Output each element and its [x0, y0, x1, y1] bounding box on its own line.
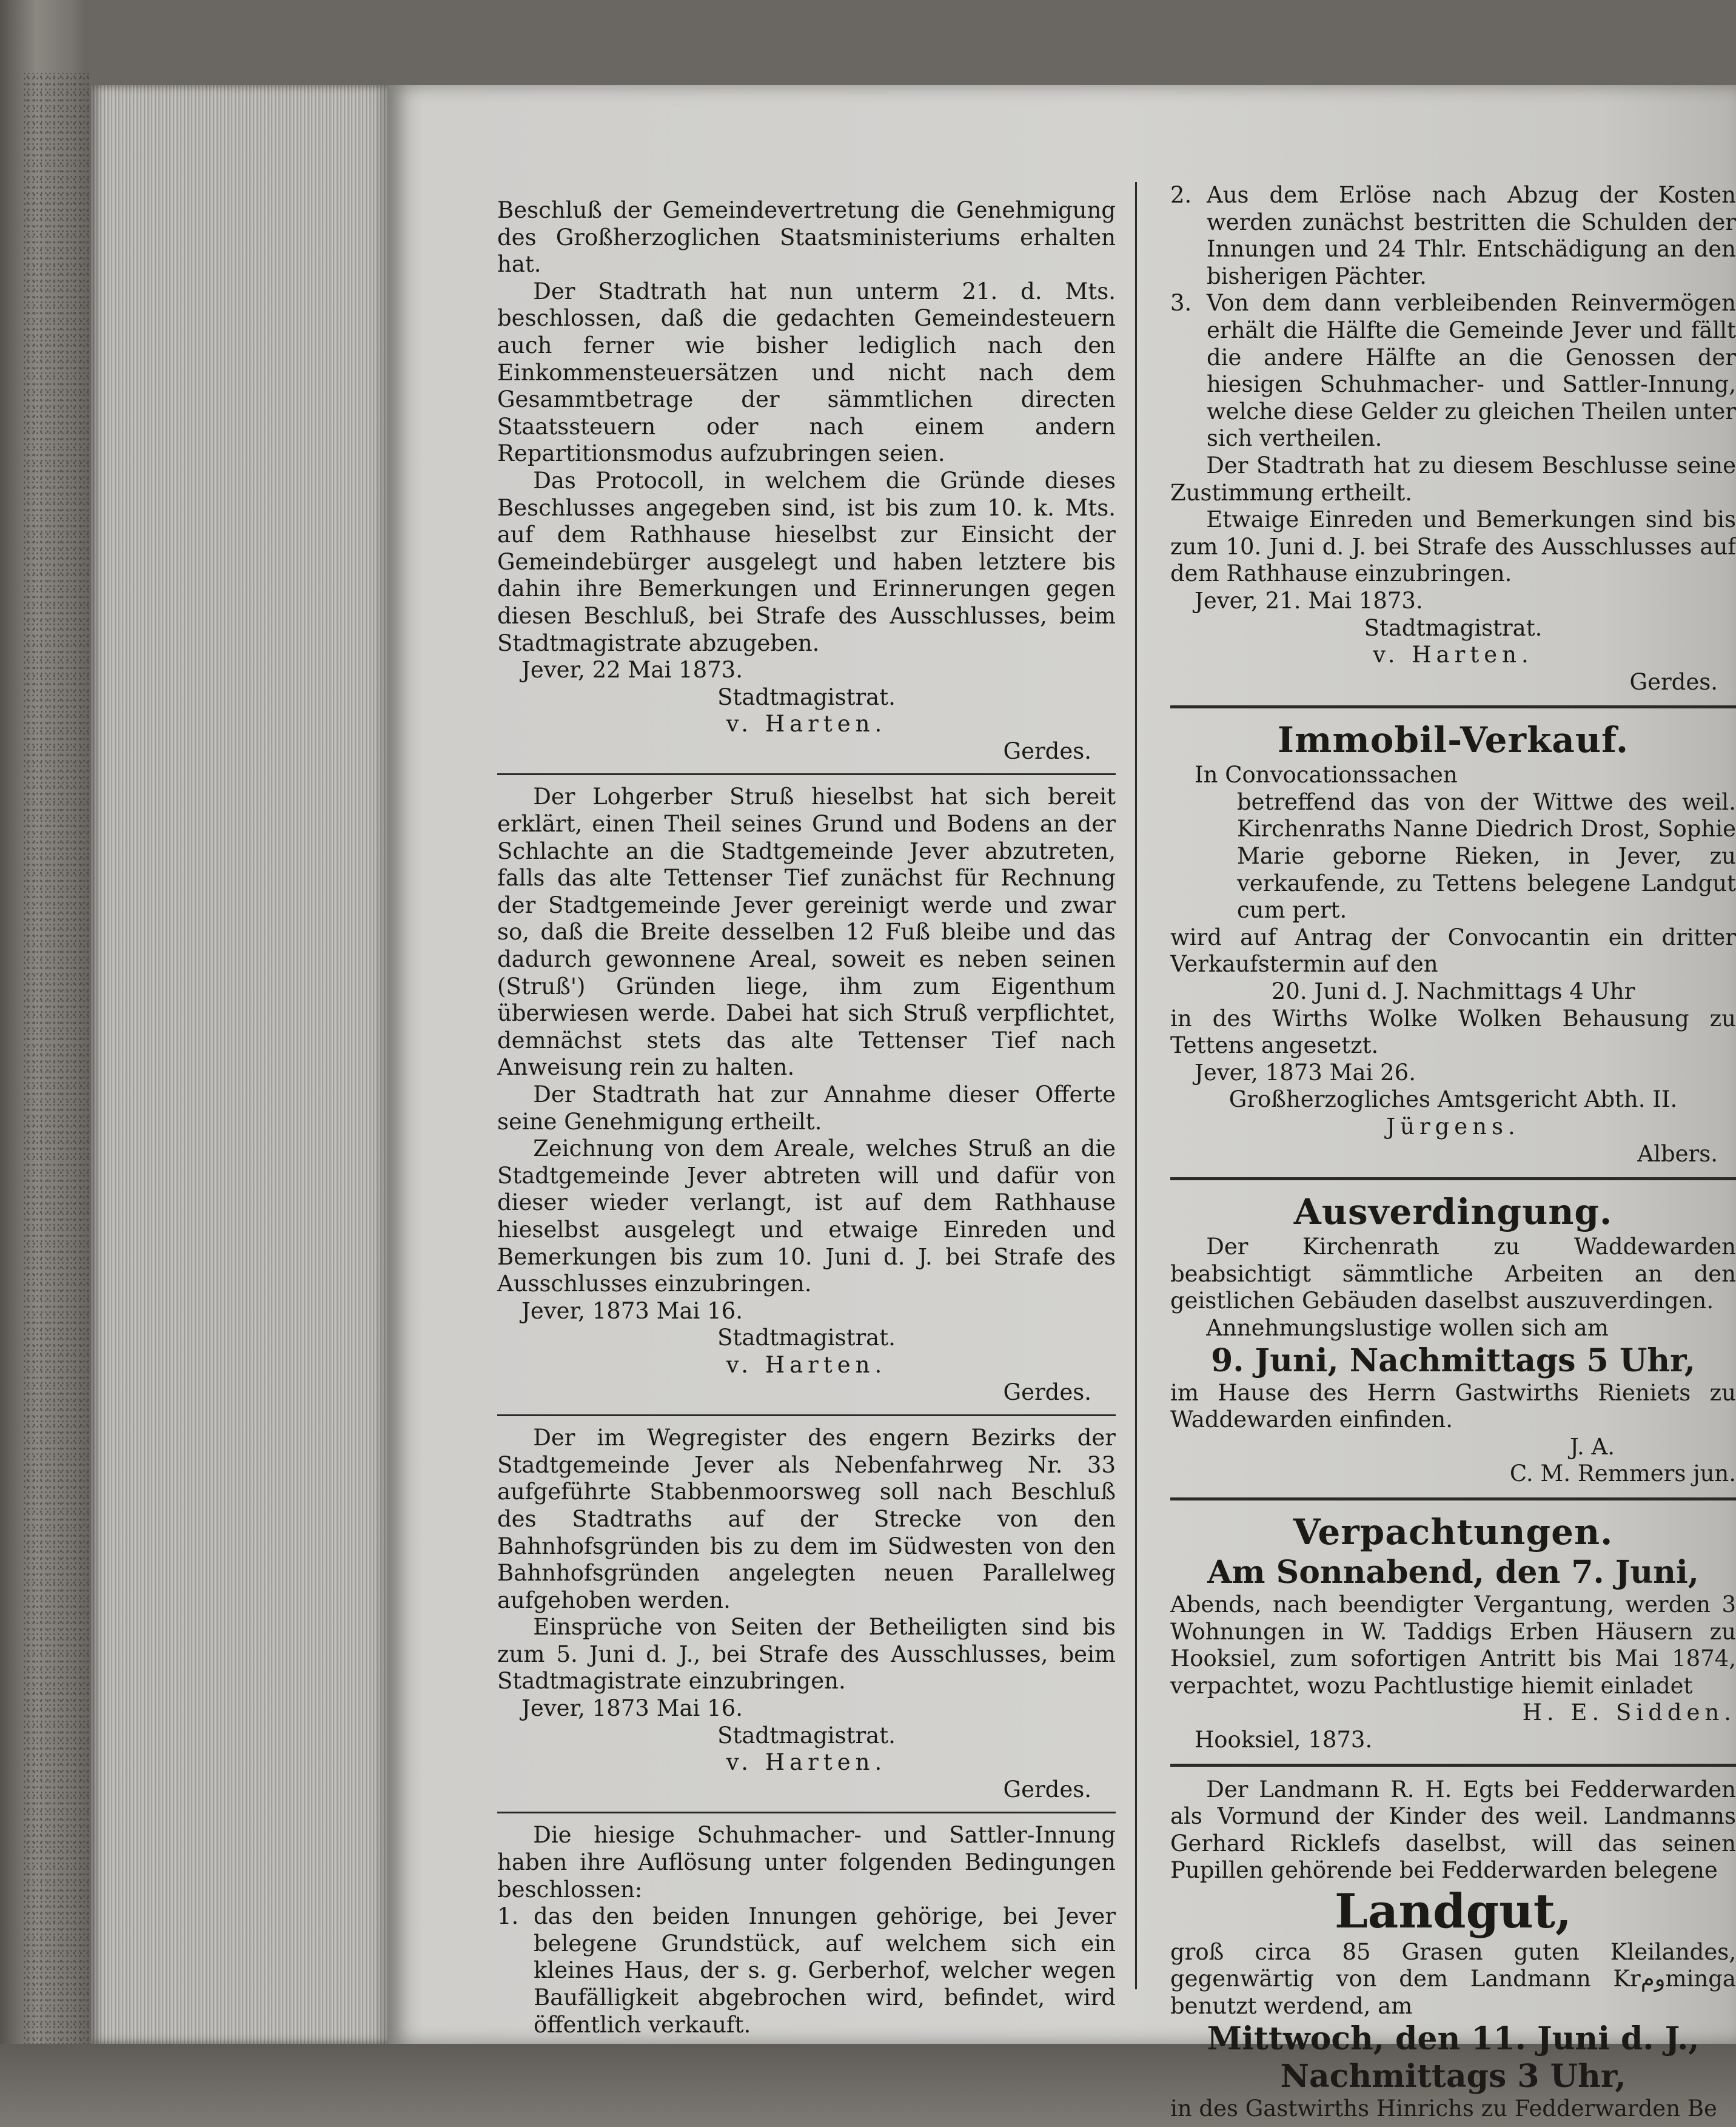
notice-gemeindesteuern	[497, 197, 1116, 765]
ad-clerk: Albers.	[1637, 1140, 1718, 1167]
notice-authority: Stadtmagistrat.	[717, 1325, 896, 1351]
section-rule	[497, 773, 1116, 775]
ad-paragraph: Der Landmann R. H. Egts bei Fedderwarden als Vormund der Kinder des weil. Landmanns Gerhard Ricklefs daselbst, will das seinen Pupillen gehörende bei Fedderwarden belegene	[1170, 1776, 1736, 1884]
notice-authority: Stadtmagistrat.	[717, 1722, 896, 1749]
notice-paragraph: Der Lohgerber Struß hieselbst hat sich bereit erklärt, einen Theil seines Grund und Bodens an der Schlachte an die Stadtgemeinde Jever abzutreten, falls das alte Tettenser Tief zunächst für Rechnung der Stadtgemeinde Jever gereinigt werde und zwar so, daß die Breite desselben 12 Fuß bleibe und das dadurch gewonnene Areal, soweit es neben seinen (Struß') Gründen liege, ihm zum Eigenthum überwiesen werde. Dabei hat sich Struß verpflichtet, demnächst stets das alte Tettenser Tief nach Anweisung rein zu halten.	[497, 784, 1116, 1081]
ad-ausverdingung	[1170, 1190, 1736, 1488]
ad-paragraph: in des Gastwirths Hinrichs zu Fedderwarden Be	[1170, 2095, 1717, 2122]
notice-paragraph: Beschluß der Gemeindevertretung die Genehmigung des Großherzoglichen Staatsministeriums erhalten hat.	[497, 197, 1116, 278]
notice-date: Jever, 1873 Mai 16.	[521, 1297, 743, 1324]
notice-paragraph: Der Stadtrath hat zur Annahme dieser Offerte seine Genehmigung ertheilt.	[497, 1081, 1116, 1135]
section-rule	[1170, 1497, 1736, 1500]
notice-authority: Stadtmagistrat.	[717, 684, 896, 710]
section-rule	[1170, 705, 1736, 708]
notice-clerk: Gerdes.	[1629, 668, 1718, 695]
section-rule	[1170, 1764, 1736, 1767]
list-text: das den beiden Innungen gehörige, bei Jever belegene Grundstück, auf welchem sich ein kleines Haus, der s. g. Gerberhof, welcher wegen Baufälligkeit abgebrochen wird, befindet, wird öffentlich verkauft.	[534, 1903, 1116, 2038]
list-number: 2.	[1170, 182, 1192, 208]
ad-date: Jever, 1873 Mai 26.	[1195, 1059, 1416, 1086]
notice-clerk: Gerdes.	[1003, 1776, 1091, 1803]
list-item	[497, 1903, 1116, 2038]
book-page-edges	[91, 85, 388, 2044]
ad-line: In Convocationssachen	[1195, 762, 1458, 788]
notice-paragraph: Einsprüche von Seiten der Betheiligten sind bis zum 5. Juni d. J., bei Strafe des Ausschlusses, beim Stadtmagistrate einzubringen.	[497, 1614, 1116, 1695]
ad-landgut	[1170, 1776, 1736, 2123]
notice-signer: v. Harten.	[726, 1351, 887, 1378]
ad-date-line: Mittwoch, den 11. Juni d. J.,	[1207, 2020, 1700, 2057]
ad-paragraph: im Hause des Herrn Gastwirths Rieniets zu Waddewarden einfinden.	[1170, 1379, 1736, 1433]
ad-signer: H. E. Sidden.	[1522, 1699, 1736, 1726]
notice-authority: Stadtmagistrat.	[1364, 614, 1543, 641]
notice-innung	[497, 1822, 1116, 2038]
notice-paragraph: Die hiesige Schuhmacher- und Sattler-Innung haben ihre Auflösung unter folgenden Bedingungen beschlossen:	[497, 1822, 1116, 1903]
ad-date-line: 9. Juni, Nachmittags 5 Uhr,	[1211, 1342, 1695, 1379]
ad-ia: J. A.	[1570, 1433, 1615, 1460]
right-column	[1170, 182, 1736, 2122]
ad-paragraph: groß circa 85 Grasen guten Kleilandes, gegenwärtig von dem Landmann Krومminga benutzt werdend, am	[1170, 1938, 1736, 2020]
list-item	[1170, 182, 1736, 290]
list-number: 1.	[497, 1903, 519, 1930]
ad-court: Großherzogliches Amtsgericht Abth. II.	[1228, 1086, 1678, 1113]
ad-heading: Ausverdingung.	[1293, 1191, 1613, 1233]
notice-struss	[497, 784, 1116, 1406]
ad-verpachtungen	[1170, 1510, 1736, 1754]
notice-paragraph: Das Protocoll, in welchem die Gründe dieses Beschlusses angegeben sind, ist bis zum 10. k. Mts. auf dem Rathhause hieselbst zur Einsicht der Gemeindebürger ausgelegt und haben letztere bis dahin ihre Bemerkungen und Erinnerungen gegen diesen Beschluß, bei Strafe des Ausschlusses, beim Stadtmagistrate abzugeben.	[497, 467, 1116, 656]
column-divider	[1135, 182, 1137, 1989]
notice-innung-continued	[1170, 182, 1736, 696]
ad-paragraph: Annehmungslustige wollen sich am	[1206, 1314, 1609, 1341]
list-text: Von dem dann verbleibenden Reinvermögen erhält die Hälfte die Gemeinde Jever und fällt die andere Hälfte an die Genossen der hiesigen Schuhmacher- und Sattler-Innung, welche diese Gelder zu gleichen Theilen unter sich vertheilen.	[1207, 290, 1736, 452]
list-number: 3.	[1170, 290, 1192, 317]
ad-time-line: Nachmittags 3 Uhr,	[1280, 2057, 1626, 2095]
ad-paragraph: in des Wirths Wolke Wolken Behausung zu Tettens angesetzt.	[1170, 1005, 1736, 1059]
notice-paragraph: Der im Wegregister des engern Bezirks der Stadtgemeinde Jever als Nebenfahrweg Nr. 33 aufgeführte Stabbenmoorsweg soll nach Beschluß des Stadtraths auf der Strecke von den Bahnhofsgründen bis zu dem im Südwesten von den Bahnhofsgründen angelegten neuen Parallelweg aufgehoben werden.	[497, 1425, 1116, 1613]
notice-paragraph: Zeichnung von dem Areale, welches Struß an die Stadtgemeinde Jever abtreten will und dafür von dieser wieder verlangt, ist auf dem Rathhause hieselbst ausgelegt und etwaige Einreden und Bemerkungen bis zum 10. Juni d. J. bei Strafe des Ausschlusses einzubringen.	[497, 1135, 1116, 1297]
section-rule	[497, 1812, 1116, 1813]
notice-signer: v. Harten.	[1373, 642, 1533, 668]
ad-signer: Jürgens.	[1386, 1114, 1520, 1140]
section-rule	[497, 1414, 1116, 1416]
notice-paragraph: Etwaige Einreden und Bemerkungen sind bis zum 10. Juni d. J. bei Strafe des Ausschlusses auf dem Rathhause einzubringen.	[1170, 506, 1736, 587]
ad-paragraph: wird auf Antrag der Convocantin ein dritter Verkaufstermin auf den	[1170, 924, 1736, 978]
notice-clerk: Gerdes.	[1003, 1379, 1091, 1405]
list-item	[1170, 290, 1736, 452]
ad-signer: C. M. Remmers jun.	[1509, 1460, 1736, 1487]
notice-signer: v. Harten.	[726, 711, 887, 738]
notice-clerk: Gerdes.	[1003, 738, 1091, 764]
notice-date: Jever, 1873 Mai 16.	[521, 1695, 743, 1722]
notice-date: Jever, 22 Mai 1873.	[521, 657, 743, 684]
notice-signer: v. Harten.	[726, 1749, 887, 1776]
ad-heading: Verpachtungen.	[1293, 1511, 1614, 1553]
notice-paragraph: Der Stadtrath hat zu diesem Beschlusse seine Zustimmung ertheilt.	[1170, 452, 1736, 506]
ad-heading: Landgut,	[1334, 1883, 1572, 1939]
notice-paragraph: Der Stadtrath hat nun unterm 21. d. Mts. beschlossen, daß die gedachten Gemeindesteuern auch ferner wie bisher lediglich nach den Einkommensteuersätzen und nicht nach dem Gesammtbetrage der sämmtlichen directen Staatssteuern oder nach einem andern Repartitionsmodus aufzubringen seien.	[497, 278, 1116, 467]
list-text: Aus dem Erlöse nach Abzug der Kosten werden zunächst bestritten die Schulden der Innungen und 24 Thlr. Entschädigung an den bisherigen Pächter.	[1207, 182, 1736, 289]
ad-date-line: Am Sonnabend, den 7. Juni,	[1207, 1553, 1699, 1591]
ad-immobil-verkauf	[1170, 718, 1736, 1168]
ad-paragraph: Abends, nach beendigter Vergantung, werden 3 Wohnungen in W. Taddigs Erben Häusern zu Hooksiel, zum sofortigen Antritt bis Mai 1874, verpachtet, wozu Pachtlustige hiemit einladet	[1170, 1591, 1736, 1699]
ad-paragraph: betreffend das von der Wittwe des weil. Kirchenraths Nanne Diedrich Drost, Sophie Marie geborne Rieken, in Jever, zu verkaufende, zu Tettens belegene Landgut cum pert.	[1237, 788, 1736, 924]
notice-stabbenmoorsweg	[497, 1425, 1116, 1803]
left-column	[497, 197, 1116, 2038]
ad-heading: Immobil-Verkauf.	[1277, 719, 1629, 761]
ad-place: Hooksiel, 1873.	[1195, 1726, 1373, 1753]
section-rule	[1170, 1177, 1736, 1180]
notice-date: Jever, 21. Mai 1873.	[1195, 587, 1423, 614]
ad-paragraph: Der Kirchenrath zu Waddewarden beabsichtigt sämmtliche Arbeiten an den geistlichen Gebäuden daselbst auszuverdingen.	[1170, 1234, 1736, 1314]
ad-date-line: 20. Juni d. J. Nachmittags 4 Uhr	[1271, 978, 1635, 1005]
scanner-bed-texture	[24, 73, 91, 2044]
